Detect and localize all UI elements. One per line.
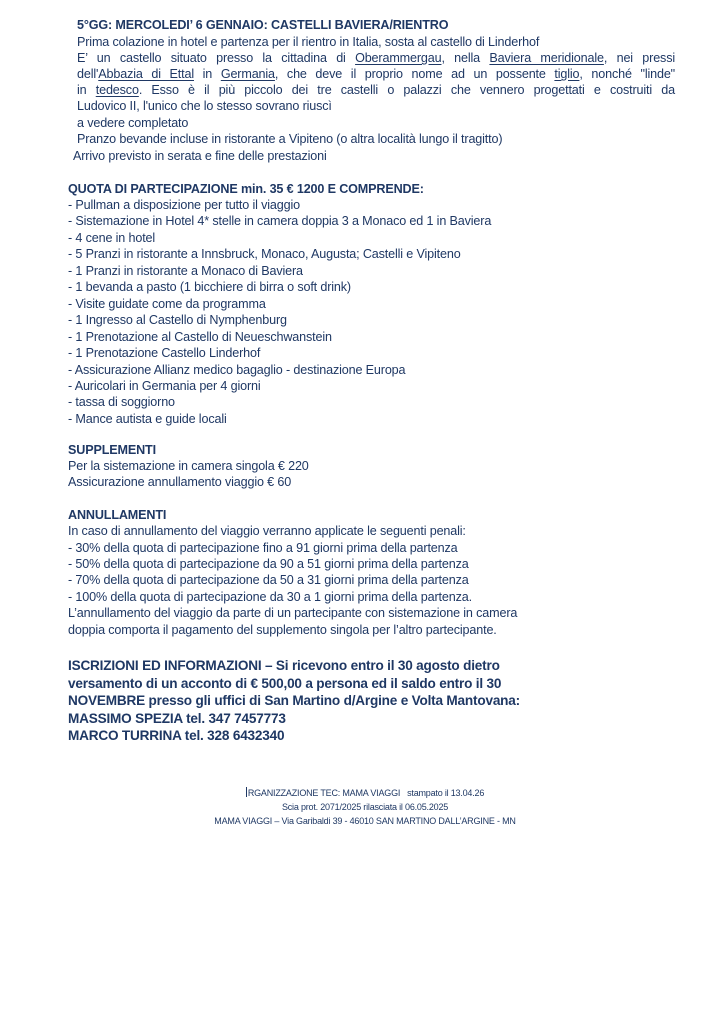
- footer-organization: RGANIZZAZIONE TEC: MAMA VIAGGI: [247, 788, 401, 798]
- quota-included-item: - Assicurazione Allianz medico bagaglio - destinazione Europa: [68, 362, 406, 377]
- iscrizioni-line1: ISCRIZIONI ED INFORMAZIONI – Si ricevono entro il 30 agosto dietro: [68, 658, 500, 673]
- text: in: [77, 83, 96, 97]
- quota-included-item: - 1 Prenotazione al Castello di Neueschwanstein: [68, 329, 332, 344]
- iscrizioni-line2: versamento di un acconto di € 500,00 a persona ed il saldo entro il 30: [68, 676, 502, 691]
- link-abbazia-di-ettal[interactable]: Abbazia di Ettal: [98, 67, 194, 81]
- quota-included-item: - 1 Pranzi in ristorante a Monaco di Baviera: [68, 263, 303, 278]
- footer-line3: MAMA VIAGGI – Via Garibaldi 39 - 46010 SAN MARTINO DALL’ARGINE - MN: [214, 816, 516, 826]
- day5-lunch-line: Pranzo bevande incluse in ristorante a Vipiteno (o altra località lungo il tragitto): [77, 132, 503, 146]
- day5-paragraph-line3: [77, 82, 675, 98]
- day5-paragraph-line4: Ludovico II, l'unico che lo stesso sovrano riuscì: [77, 99, 332, 113]
- day5-arrival-line: Arrivo previsto in serata e fine delle prestazioni: [73, 149, 327, 163]
- annullamenti-note-line2: doppia comporta il pagamento del supplemento singola per l’altro partecipante.: [68, 623, 497, 637]
- quota-included-item: - 4 cene in hotel: [68, 230, 156, 245]
- penalty-item: - 70% della quota di partecipazione da 50 a 31 giorni prima della partenza: [68, 573, 469, 587]
- text: , che deve il proprio nome ad un possente: [274, 67, 555, 81]
- supplemento-assicurazione: Assicurazione annullamento viaggio € 60: [68, 475, 292, 489]
- link-tedesco[interactable]: tedesco: [95, 83, 139, 97]
- quota-included-item: - 1 Prenotazione Castello Linderhof: [68, 346, 261, 360]
- quota-included-item: - Mance autista e guide locali: [68, 411, 227, 426]
- footer-printed-date: stampato il 13.04.26: [407, 788, 485, 798]
- iscrizioni-line3: NOVEMBRE presso gli uffici di San Martino d/Argine e Volta Mantovana:: [68, 693, 520, 708]
- day5-paragraph-line5: a vedere completato: [77, 116, 189, 130]
- annullamenti-intro: In caso di annullamento del viaggio verranno applicate le seguenti penali:: [68, 524, 466, 538]
- supplemento-singola: Per la sistemazione in camera singola € 220: [68, 459, 309, 473]
- day5-paragraph-line2: [77, 66, 675, 82]
- footer-line2: Scia prot. 2071/2025 rilasciata il 06.05.2025: [281, 802, 449, 812]
- contact-marco-turrina: MARCO TURRINA tel. 328 6432340: [68, 728, 285, 743]
- text: E’ un castello situato presso la cittadina di: [77, 51, 356, 65]
- day5-breakfast-line: Prima colazione in hotel e partenza per il rientro in Italia, sosta al castello di Linderhof: [77, 35, 540, 49]
- quota-included-item: - 1 Ingresso al Castello di Nymphenburg: [68, 313, 287, 328]
- quota-heading: QUOTA DI PARTECIPAZIONE min. 35 € 1200 E COMPRENDE:: [68, 182, 424, 196]
- footer-line1: [220, 786, 510, 800]
- text: , nella: [441, 51, 490, 65]
- quota-included-item: - 5 Pranzi in ristorante a Innsbruck, Monaco, Augusta; Castelli e Vipiteno: [68, 247, 461, 262]
- text: . Esso è il più piccolo dei tre castelli o palazzi che vennero progettati e costruiti da: [138, 83, 675, 97]
- link-baviera-meridionale[interactable]: Baviera meridionale: [489, 51, 604, 65]
- quota-included-item: - Sistemazione in Hotel 4* stelle in camera doppia 3 a Monaco ed 1 in Baviera: [68, 214, 492, 229]
- quota-included-item: - Pullman a disposizione per tutto il viaggio: [68, 198, 300, 212]
- quota-included-item: - Auricolari in Germania per 4 giorni: [68, 378, 261, 393]
- day5-title: 5°GG: MERCOLEDI’ 6 GENNAIO: CASTELLI BAVIERA/RIENTRO: [77, 18, 449, 32]
- annullamenti-heading: ANNULLAMENTI: [68, 508, 167, 522]
- quota-included-item: - Visite guidate come da programma: [68, 296, 266, 311]
- text: in: [194, 67, 221, 81]
- link-germania[interactable]: Germania: [220, 67, 275, 81]
- day5-paragraph-line1: [77, 50, 675, 66]
- text: , nei pressi: [603, 51, 675, 65]
- link-oberammergau[interactable]: Oberammergau: [355, 51, 442, 65]
- link-tiglio[interactable]: tiglio: [554, 67, 580, 81]
- quota-included-item: - tassa di soggiorno: [68, 395, 175, 410]
- penalty-item: - 100% della quota di partecipazione da 30 a 1 giorni prima della partenza.: [68, 590, 472, 604]
- supplementi-heading: SUPPLEMENTI: [68, 443, 156, 457]
- quota-included-item: - 1 bevanda a pasto (1 bicchiere di birra o soft drink): [68, 280, 351, 295]
- penalty-item: - 50% della quota di partecipazione da 90 a 51 giorni prima della partenza: [68, 557, 469, 571]
- text-cursor-icon: [246, 787, 247, 797]
- penalty-item: - 30% della quota di partecipazione fino a 91 giorni prima della partenza: [68, 541, 458, 555]
- annullamenti-note-line1: L’annullamento del viaggio da parte di un partecipante con sistemazione in camera: [68, 606, 518, 620]
- text: , nonché "linde": [579, 67, 675, 81]
- contact-massimo-spezia: MASSIMO SPEZIA tel. 347 7457773: [68, 711, 286, 726]
- text: dell': [77, 67, 99, 81]
